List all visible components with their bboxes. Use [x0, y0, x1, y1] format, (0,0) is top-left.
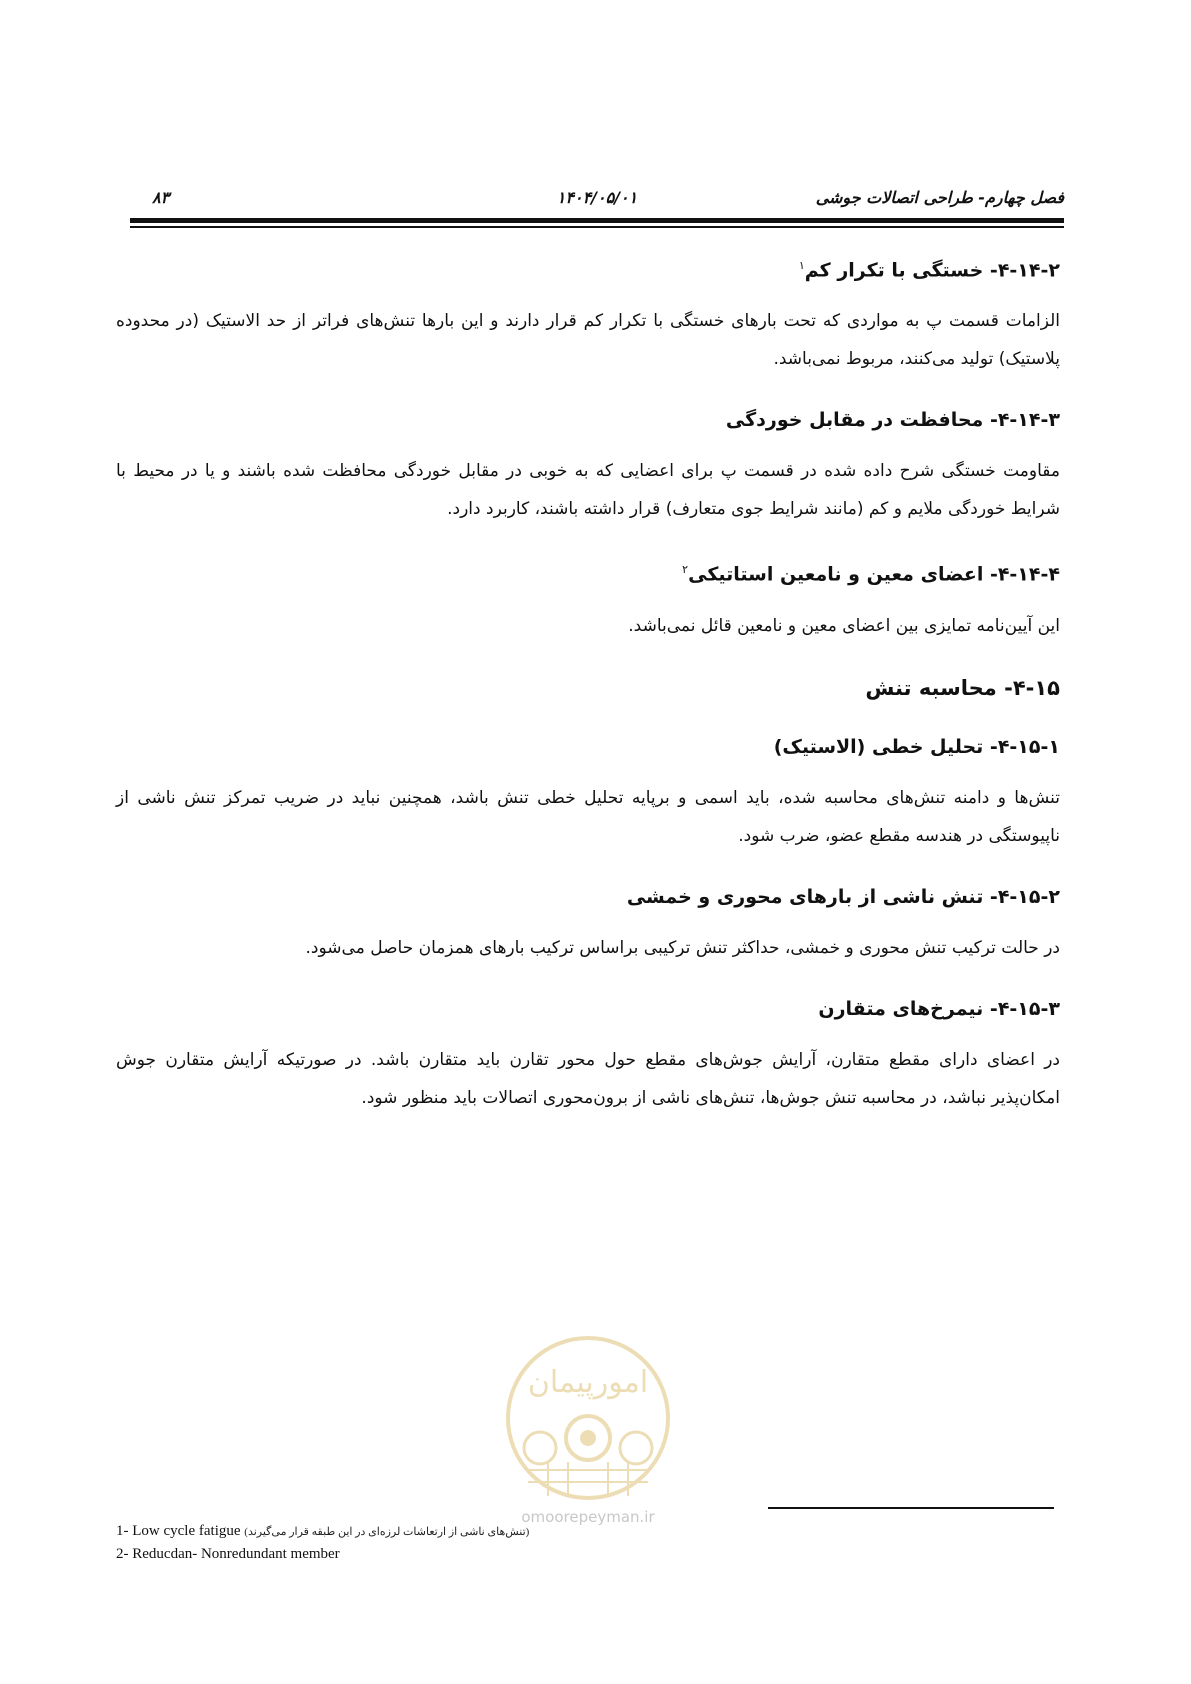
header-rule-thick: [130, 218, 1064, 223]
section-heading: ۴-۱۴-۳- محافظت در مقابل خوردگی: [725, 409, 1060, 432]
section-paragraph: در حالت ترکیب تنش محوری و خمشی، حداکثر تنش ترکیبی براساس ترکیب بارهای همزمان حاصل می‌شود.: [305, 937, 1060, 958]
footnote-annotation: (تنش‌های ناشی از ارتعاشات لرزه‌ای در این طبقه قرار می‌گیرند): [244, 1526, 530, 1538]
section-heading: ۴-۱۵-۲- تنش ناشی از بارهای محوری و خمشی: [626, 885, 1060, 908]
section-paragraph: تنش‌ها و دامنه تنش‌های محاسبه شده، باید اسمی و برپایه تحلیل خطی تنش باشد، همچنین نباید در ضریب تمرکز تنش ناشی از ناپیوستگی در هندسه مقطع عضو، ضرب شود.: [116, 787, 1060, 846]
footnote-item: 1- Low cycle fatigue (تنش‌های ناشی از ارتعاشات لرزه‌ای در این طبقه قرار می‌گیرند): [116, 1523, 530, 1539]
section-paragraph: مقاومت خستگی شرح داده شده در قسمت پ برای اعضایی که به خوبی در مقابل خوردگی محافظت شده باشند و یا در محیط با شرایط خوردگی ملایم و کم (مانند شرایط جوی متعارف) قرار داشته باشند، کاربرد دارد.: [116, 461, 1060, 520]
watermark-logo-text: امورپیمان: [527, 1365, 649, 1400]
page-header: [130, 188, 1064, 216]
section-heading: ۴-۱۵-۱- تحلیل خطی (الاستیک): [773, 735, 1060, 758]
footnote-ref: ۱: [798, 259, 805, 272]
section-heading: ۴-۱۴-۴- اعضای معین و نامعین استاتیکی$^۲$: [682, 563, 1060, 586]
document-body: [116, 252, 1060, 1145]
chapter-title: فصل چهارم- طراحی اتصالات جوشی: [815, 188, 1064, 207]
watermark-logo: [488, 1330, 688, 1530]
header-rule-thin: [130, 226, 1064, 228]
footnote-item: 2- Reducdan- Nonredundant member: [116, 1546, 340, 1562]
section-heading: ۴-۱۵-۳- نیمرخ‌های متقارن: [818, 997, 1060, 1020]
section-heading: ۴-۱۴-۲- خستگی با تکرار کم$^۱$: [798, 259, 1060, 282]
footnotes: [116, 1520, 716, 1565]
watermark-seal-icon: [488, 1330, 688, 1510]
footnote-ref: ۲: [682, 563, 689, 577]
footnote-separator: [768, 1507, 1054, 1509]
watermark-website: omoorepeyman.ir: [521, 1508, 655, 1526]
section-paragraph: در اعضای دارای مقطع متقارن، آرایش جوش‌های مقطع حول محور تقارن باید متقارن باشد. در صورتیکه آرایش متقارن جوش امکان‌پذیر نباشد، در محاسبه تنش جوش‌ها، تنش‌های ناشی از برون‌محوری اتصالات باید منظور شود.: [116, 1049, 1060, 1108]
section-paragraph: الزامات قسمت پ به مواردی که تحت بارهای خستگی با تکرار کم قرار دارند و این بارها تنش‌های فراتر از حد الاستیک (در محدوده پلاستیک) تولید می‌کنند، مربوط نمی‌باشد.: [116, 311, 1060, 370]
page-number: ۸۳: [152, 188, 170, 207]
main-section-heading: ۴-۱۵- محاسبه تنش: [865, 675, 1060, 700]
header-date: ۱۴۰۴/۰۵/۰۱: [556, 188, 638, 207]
section-paragraph: این آیین‌نامه تمایزی بین اعضای معین و نامعین قائل نمی‌باشد.: [628, 615, 1060, 636]
